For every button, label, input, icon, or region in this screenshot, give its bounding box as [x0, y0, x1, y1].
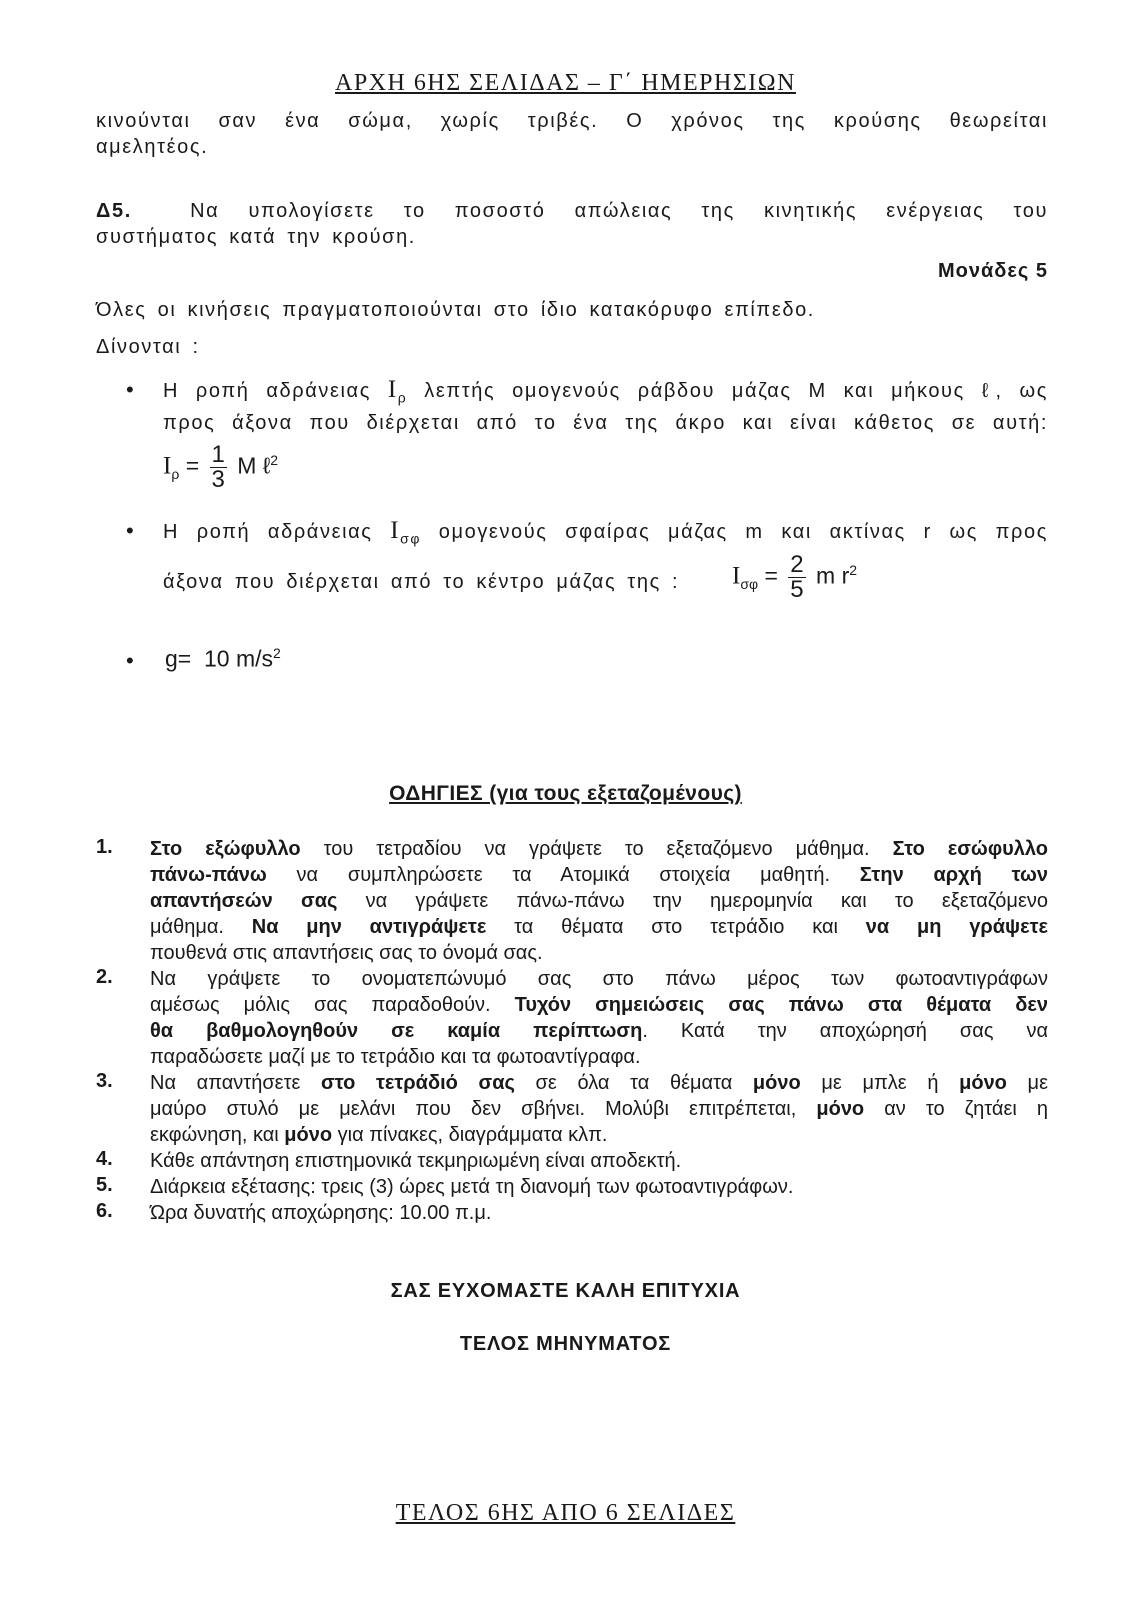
- given-rod-text-a: Η ροπή αδράνειας: [163, 380, 371, 402]
- question-d5-line-1: [96, 198, 1048, 224]
- bullet-gravity: •: [126, 648, 134, 673]
- given-rod-line-2: προς άξονα που διέρχεται από το ένα της άκρο και είναι κάθετος σε αυτή:: [163, 412, 1048, 434]
- sphere-inertia-symbol: $I_{\sigma\varphi}$: [390, 517, 422, 547]
- bullet-sphere: •: [126, 518, 134, 543]
- instruction-1-line-3: απαντήσεών σας να γράψετε πάνω-πάνω την ημερομηνία και το εξεταζόμενο: [150, 890, 1048, 912]
- given-rod-line-1: [163, 376, 1048, 406]
- instruction-5-line-1: Διάρκεια εξέτασης: τρεις (3) ώρες μετά τη διανομή των φωτοαντιγράφων.: [150, 1176, 794, 1198]
- closing-wish: ΣΑΣ ΕΥΧΟΜΑΣΤΕ ΚΑΛΗ ΕΠΙΤΥΧΙΑ: [390, 1280, 741, 1302]
- instruction-2-line-1: Να γράψετε το ονοματεπώνυμό σας στο πάνω μέρος των φωτοαντιγράφων: [150, 968, 1048, 990]
- question-d5-label: Δ5.: [96, 200, 132, 222]
- given-label: Δίνονται :: [96, 336, 200, 358]
- page-header-title: ΑΡΧΗ 6ΗΣ ΣΕΛΙΔΑΣ – Γ΄ ΗΜΕΡΗΣΙΩΝ: [335, 70, 796, 96]
- closing-end-message: ΤΕΛΟΣ ΜΗΝΥΜΑΤΟΣ: [459, 1333, 672, 1355]
- sphere-inertia-formula: $I_{\sigma\varphi}$ = $\frac{2}{5}$ m $r^2$: [732, 551, 858, 603]
- intro-line-2: αμελητέος.: [96, 136, 209, 158]
- instruction-1-line-1: Στο εξώφυλλο του τετραδίου να γράψετε το εξεταζόμενο μάθημα. Στο εσώφυλλο: [150, 838, 1048, 860]
- instruction-6-line-1: Ώρα δυνατής αποχώρησης: 10.00 π.μ.: [150, 1202, 492, 1224]
- instruction-2-line-2: αμέσως μόλις σας παραδοθούν. Τυχόν σημειώσεις σας πάνω στα θέματα δεν: [150, 994, 1048, 1016]
- rod-inertia-formula: $I_\rho$ = $\frac{1}{3}$ M ℓ$^2$: [163, 441, 279, 493]
- given-sphere-line-2: άξονα που διέρχεται από το κέντρο μάζας της :: [163, 571, 680, 593]
- question-d5-points: Μονάδες 5: [938, 260, 1048, 282]
- rod-fraction: $\frac{1}{3}$: [211, 441, 225, 493]
- instruction-1-line-2: πάνω-πάνω να συμπληρώσετε τα Ατομικά στοιχεία μαθητή. Στην αρχή των: [150, 864, 1048, 886]
- instruction-1-line-5: πουθενά στις απαντήσεις σας το όνομά σας.: [150, 942, 543, 964]
- given-rod-text-b: λεπτής ομογενούς ράβδου μάζας Μ και μήκους ℓ, ως: [424, 380, 1048, 402]
- rod-inertia-symbol: $I_\rho$: [387, 376, 408, 406]
- instruction-number-3: 3.: [96, 1070, 113, 1092]
- instruction-2-line-4: παραδώσετε μαζί με το τετράδιο και τα φωτοαντίγραφα.: [150, 1046, 641, 1068]
- page-footer-title: ΤΕΛΟΣ 6ΗΣ ΑΠΟ 6 ΣΕΛΙΔΕΣ: [395, 1500, 736, 1526]
- instruction-3-line-2: μαύρο στυλό με μελάνι που δεν σβήνει. Μολύβι επιτρέπεται, μόνο αν το ζητάει η: [150, 1098, 1048, 1120]
- instruction-2-line-3: θα βαθμολογηθούν σε καμία περίπτωση. Κατά την αποχώρησή σας να: [150, 1020, 1049, 1042]
- instruction-1-line-4: μάθημα. Να μην αντιγράψετε τα θέματα στο τετράδιο και να μη γράψετε: [150, 916, 1049, 938]
- instructions-title: ΟΔΗΓΙΕΣ (για τους εξεταζομένους): [389, 782, 742, 805]
- instruction-3-line-1: Να απαντήσετε στο τετράδιό σας σε όλα τα θέματα μόνο με μπλε ή μόνο με: [150, 1072, 1048, 1094]
- question-d5-line-2: συστήματος κατά την κρούση.: [96, 226, 416, 248]
- instruction-number-4: 4.: [96, 1148, 113, 1170]
- sphere-fraction: $\frac{2}{5}$: [790, 551, 804, 603]
- instruction-number-1: 1.: [96, 836, 113, 858]
- given-sphere-line-1: [163, 517, 1048, 547]
- given-sphere-text-b: ομογενούς σφαίρας μάζας m και ακτίνας r ως προς: [438, 521, 1048, 543]
- question-d5-text-1: Να υπολογίσετε το ποσοστό απώλειας της κινητικής ενέργειας του: [190, 200, 1048, 222]
- instruction-4-line-1: Κάθε απάντηση επιστημονικά τεκμηριωμένη είναι αποδεκτή.: [150, 1150, 682, 1172]
- gravity-value: g= 10 $m/s^2$: [165, 645, 281, 672]
- plane-note: Όλες οι κινήσεις πραγματοποιούνται στο ίδιο κατακόρυφο επίπεδο.: [96, 299, 815, 321]
- instruction-3-line-3: εκφώνηση, και μόνο για πίνακες, διαγράμματα κλπ.: [150, 1124, 608, 1146]
- instruction-number-6: 6.: [96, 1200, 113, 1222]
- given-sphere-text-a: Η ροπή αδράνειας: [163, 521, 373, 543]
- bullet-rod: •: [126, 377, 134, 402]
- instruction-number-2: 2.: [96, 966, 113, 988]
- instruction-number-5: 5.: [96, 1174, 113, 1196]
- intro-line-1: κινούνται σαν ένα σώμα, χωρίς τριβές. Ο χρόνος της κρούσης θεωρείται: [96, 110, 1048, 132]
